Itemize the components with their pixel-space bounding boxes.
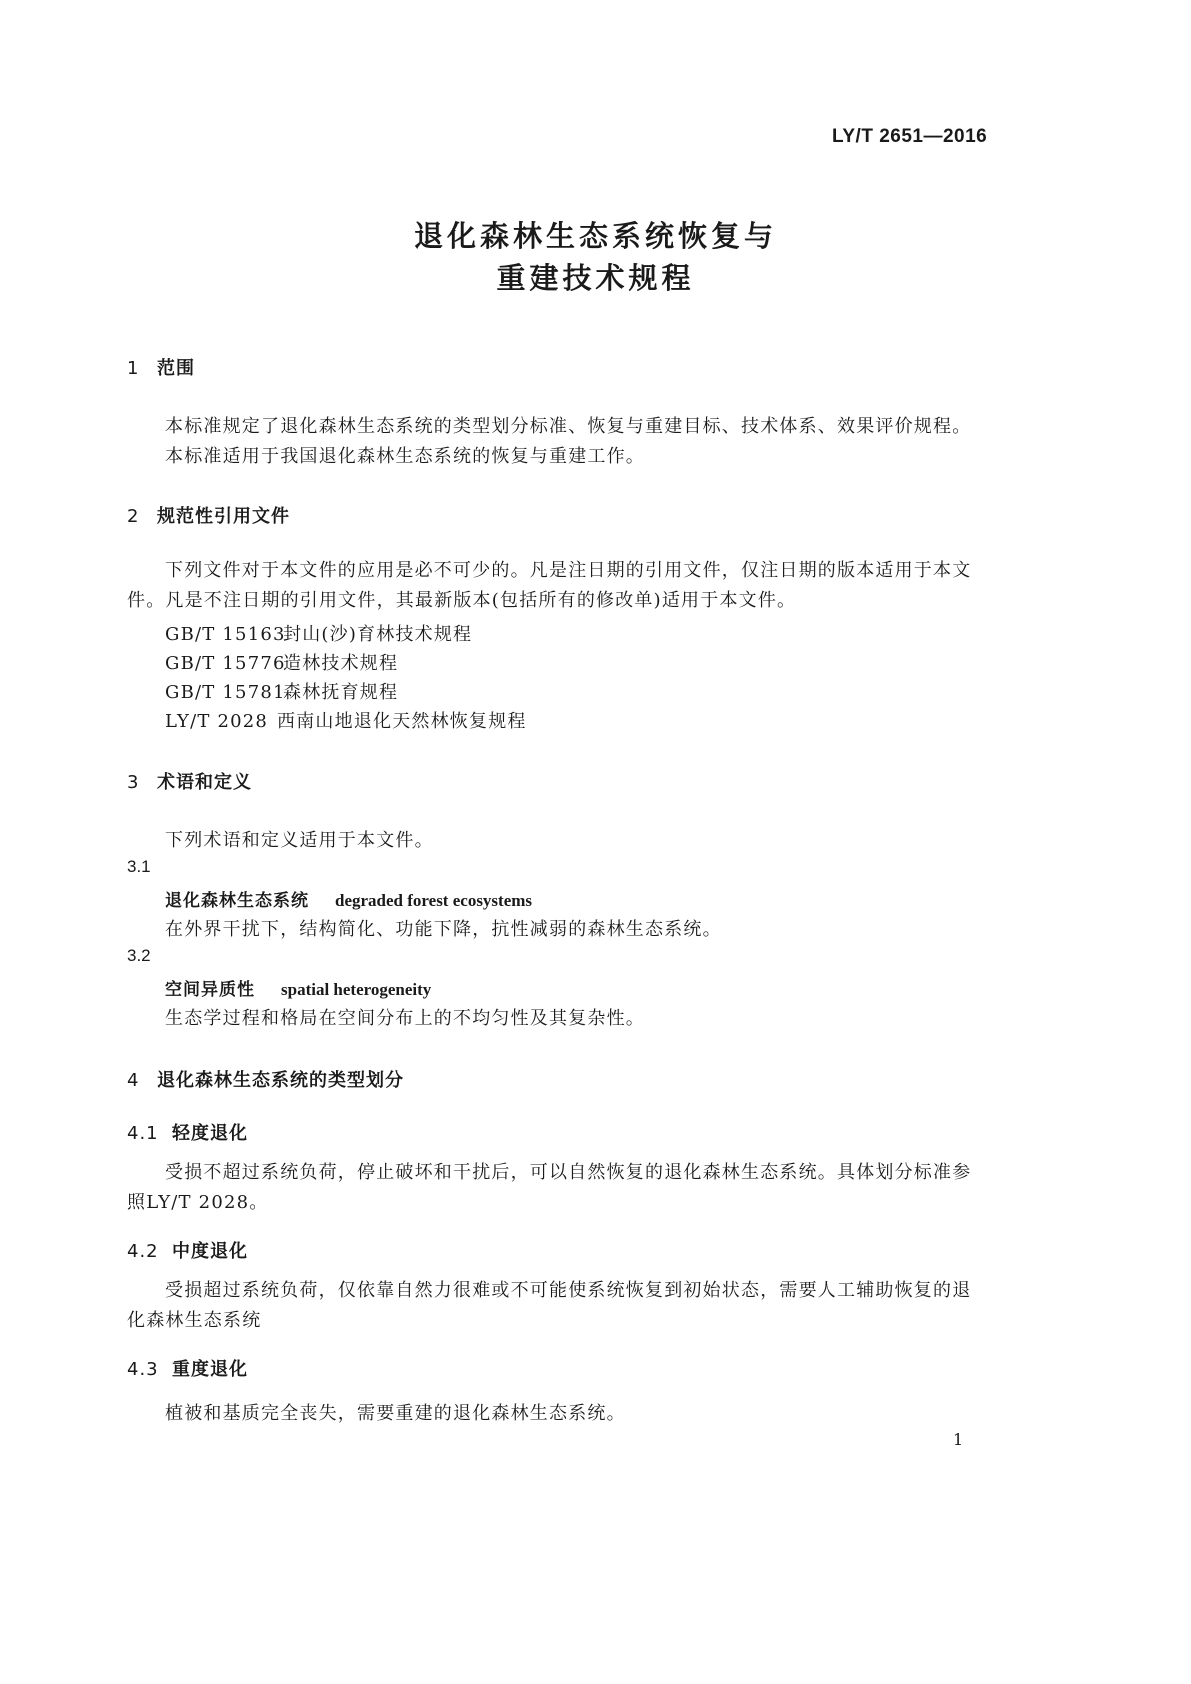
term-definition: 生态学过程和格局在空间分布上的不均匀性及其复杂性。 [165, 1008, 645, 1029]
reference-title: 造林技术规程 [283, 653, 399, 674]
subsection-number: 4.3 [127, 1359, 159, 1380]
reference-item [165, 707, 527, 733]
section-title: 术语和定义 [157, 772, 252, 793]
section-3-heading [127, 768, 252, 794]
reference-code: GB/T 15776 [165, 653, 286, 674]
section-2-heading [127, 502, 290, 528]
section-1-heading [127, 354, 195, 380]
term-heading [165, 886, 532, 911]
section-number: 3 [127, 772, 140, 793]
reference-code: GB/T 15781 [165, 682, 286, 703]
standard-code: LY/T 2651—2016 [832, 126, 988, 147]
term-number: 3.2 [127, 946, 151, 965]
reference-item [165, 649, 398, 675]
subsection-4-1-heading [127, 1119, 248, 1145]
term-chinese: 空间异质性 [165, 980, 255, 1000]
subsection-4-3-text: 植被和基质完全丧失，需要重建的退化森林生态系统。 [165, 1403, 626, 1424]
reference-title: 西南山地退化天然林恢复规程 [277, 711, 527, 732]
section-title: 范围 [157, 358, 195, 379]
doc-title-line1: 退化森林生态系统恢复与 [413, 219, 777, 253]
reference-title: 森林抚育规程 [283, 682, 399, 703]
doc-title-line2: 重建技术规程 [496, 261, 695, 295]
subsection-title: 重度退化 [172, 1359, 248, 1380]
reference-code: GB/T 15163 [165, 624, 286, 645]
subsection-4-3-heading [127, 1355, 248, 1381]
section-number: 4 [127, 1070, 140, 1091]
reference-item [165, 678, 398, 704]
reference-code: LY/T 2028 [165, 711, 269, 732]
term-heading [165, 975, 431, 1000]
subsection-4-2-text: 受损超过系统负荷，仅依靠自然力很难或不可能使系统恢复到初始状态，需要人工辅助恢复的退化森林生态系统 [127, 1280, 972, 1331]
section-title: 规范性引用文件 [157, 506, 290, 527]
subsection-title: 中度退化 [172, 1241, 248, 1262]
term-number: 3.1 [127, 857, 151, 876]
subsection-4-1-text: 受损不超过系统负荷，停止破坏和干扰后，可以自然恢复的退化森林生态系统。具体划分标准参照LY/T 2028。 [127, 1162, 972, 1213]
section-4-heading [127, 1066, 404, 1092]
term-english: spatial heterogeneity [281, 980, 432, 999]
term-english: degraded forest ecosystems [335, 891, 533, 910]
page-number: 1 [953, 1430, 964, 1449]
term-definition: 在外界干扰下，结构简化、功能下降，抗性减弱的森林生态系统。 [165, 919, 722, 940]
subsection-number: 4.1 [127, 1123, 159, 1144]
section-number: 1 [127, 358, 140, 379]
subsection-4-2-heading [127, 1237, 248, 1263]
subsection-number: 4.2 [127, 1241, 159, 1262]
section-1-para-2: 本标准适用于我国退化森林生态系统的恢复与重建工作。 [165, 446, 645, 467]
section-title: 退化森林生态系统的类型划分 [157, 1070, 404, 1091]
subsection-title: 轻度退化 [172, 1123, 248, 1144]
reference-item [165, 620, 472, 646]
term-chinese: 退化森林生态系统 [165, 891, 309, 911]
section-number: 2 [127, 506, 140, 527]
section-1-para-1: 本标准规定了退化森林生态系统的类型划分标准、恢复与重建目标、技术体系、效果评价规程。 [165, 416, 972, 437]
section-2-intro: 下列文件对于本文件的应用是必不可少的。凡是注日期的引用文件，仅注日期的版本适用于本文件。凡是不注日期的引用文件，其最新版本(包括所有的修改单)适用于本文件。 [127, 560, 972, 611]
section-3-intro: 下列术语和定义适用于本文件。 [165, 830, 434, 851]
reference-title: 封山(沙)育林技术规程 [283, 624, 473, 645]
